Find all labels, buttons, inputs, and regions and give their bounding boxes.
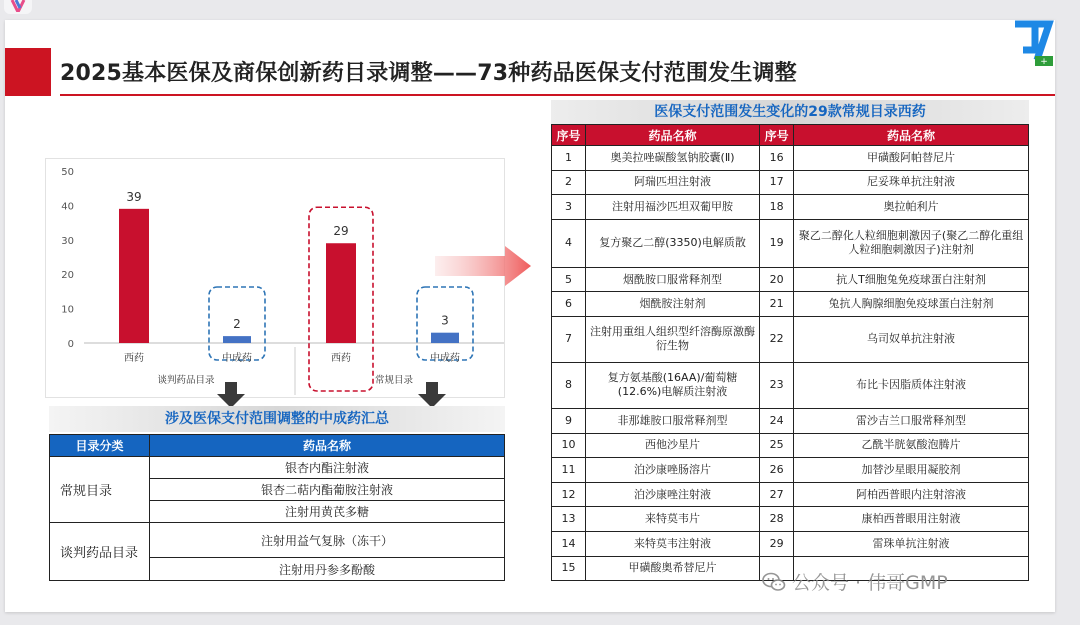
row-number-cell: 9 bbox=[552, 408, 586, 433]
y-tick-label: 10 bbox=[61, 304, 74, 316]
table-row bbox=[552, 267, 1029, 292]
table-row bbox=[552, 170, 1029, 195]
y-tick-label: 50 bbox=[61, 167, 74, 178]
table-row bbox=[552, 316, 1029, 362]
header-drug: 药品名称 bbox=[586, 125, 760, 146]
group-label: 常规目录 bbox=[374, 375, 414, 386]
table-row bbox=[552, 482, 1029, 507]
svg-text:+: + bbox=[1040, 57, 1048, 67]
table-row bbox=[552, 219, 1029, 267]
drug-name-cell: 兔抗人胸腺细胞免疫球蛋白注射剂 bbox=[794, 292, 1029, 317]
y-tick-label: 20 bbox=[61, 270, 74, 282]
row-number-cell: 18 bbox=[760, 195, 794, 220]
down-arrow-icon bbox=[418, 382, 446, 408]
table-row bbox=[552, 362, 1029, 408]
row-number-cell: 11 bbox=[552, 458, 586, 483]
table-row bbox=[552, 433, 1029, 458]
bar-value-label: 3 bbox=[441, 313, 449, 328]
drug-name-cell: 甲磺酸阿帕替尼片 bbox=[794, 146, 1029, 171]
row-number-cell: 5 bbox=[552, 267, 586, 292]
row-number-cell: 8 bbox=[552, 362, 586, 408]
row-number-cell: 21 bbox=[760, 292, 794, 317]
row-number-cell: 13 bbox=[552, 507, 586, 532]
tcm-summary-table bbox=[49, 434, 505, 581]
drug-name-cell: 泊沙康唑注射液 bbox=[586, 482, 760, 507]
table-row bbox=[552, 292, 1029, 317]
header-no: 序号 bbox=[552, 125, 586, 146]
table-row bbox=[552, 507, 1029, 532]
row-number-cell: 27 bbox=[760, 482, 794, 507]
row-number-cell: 14 bbox=[552, 531, 586, 556]
bar-value-label: 2 bbox=[233, 317, 241, 332]
tcm-drug-cell: 银杏内酯注射液 bbox=[150, 457, 505, 479]
row-number-cell: 1 bbox=[552, 146, 586, 171]
y-tick-label: 40 bbox=[61, 201, 74, 213]
bar-value-label: 29 bbox=[333, 224, 349, 239]
brand-logo bbox=[1005, 20, 1055, 68]
row-number-cell: 3 bbox=[552, 195, 586, 220]
table-row bbox=[552, 408, 1029, 433]
drug-name-cell: 乙酰半胱氨酸泡腾片 bbox=[794, 433, 1029, 458]
drug-name-cell: 加替沙星眼用凝胶剂 bbox=[794, 458, 1029, 483]
table-row bbox=[50, 523, 505, 558]
row-number-cell: 26 bbox=[760, 458, 794, 483]
row-number-cell: 25 bbox=[760, 433, 794, 458]
down-arrow-icon bbox=[217, 382, 245, 408]
drug-name-cell: 尼妥珠单抗注射液 bbox=[794, 170, 1029, 195]
drug-name-cell: 泊沙康唑肠溶片 bbox=[586, 458, 760, 483]
drug-name-cell: 聚乙二醇化人粒细胞刺激因子(聚乙二醇化重组人粒细胞刺激因子)注射剂 bbox=[794, 219, 1029, 267]
row-number-cell: 7 bbox=[552, 316, 586, 362]
right-arrow-icon bbox=[435, 246, 531, 286]
group-label: 谈判药品目录 bbox=[157, 375, 215, 386]
row-number-cell: 22 bbox=[760, 316, 794, 362]
row-number-cell: 28 bbox=[760, 507, 794, 532]
y-tick-label: 30 bbox=[61, 235, 74, 247]
app-icon[interactable] bbox=[4, 0, 32, 14]
row-number-cell: 10 bbox=[552, 433, 586, 458]
row-number-cell: 20 bbox=[760, 267, 794, 292]
row-number-cell: 16 bbox=[760, 146, 794, 171]
category-label: 中成药 bbox=[430, 353, 460, 364]
table-row bbox=[552, 195, 1029, 220]
y-tick-label: 0 bbox=[67, 339, 74, 350]
drug-name-cell: 复方氨基酸(16AA)/葡萄糖(12.6%)电解质注射液 bbox=[586, 362, 760, 408]
row-number-cell: 2 bbox=[552, 170, 586, 195]
slide bbox=[5, 20, 1055, 612]
category-label: 西药 bbox=[124, 353, 144, 364]
drug-name-cell: 奥拉帕利片 bbox=[794, 195, 1029, 220]
tcm-drug-cell: 银杏二萜内酯葡胺注射液 bbox=[150, 479, 505, 501]
drug-name-cell: 雷珠单抗注射液 bbox=[794, 531, 1029, 556]
bar bbox=[326, 243, 356, 343]
drug-name-cell: 来特莫韦片 bbox=[586, 507, 760, 532]
row-number-cell: 29 bbox=[760, 531, 794, 556]
table-row bbox=[552, 146, 1029, 171]
tcm-header-drug: 药品名称 bbox=[150, 435, 505, 457]
tcm-summary-title: 涉及医保支付范围调整的中成药汇总 bbox=[49, 406, 505, 432]
page-title: 2025基本医保及商保创新药目录调整——73种药品医保支付范围发生调整 bbox=[60, 61, 797, 86]
title-accent-block bbox=[5, 48, 51, 96]
drug-name-cell: 抗人T细胞兔免疫球蛋白注射剂 bbox=[794, 267, 1029, 292]
row-number-cell: 6 bbox=[552, 292, 586, 317]
drug-name-cell: 烟酰胺注射剂 bbox=[586, 292, 760, 317]
drug-name-cell: 阿柏西普眼内注射溶液 bbox=[794, 482, 1029, 507]
tcm-drug-cell: 注射用黄芪多糖 bbox=[150, 501, 505, 523]
drug-name-cell: 注射用福沙匹坦双葡甲胺 bbox=[586, 195, 760, 220]
tcm-drug-cell: 注射用益气复脉（冻干） bbox=[150, 523, 505, 558]
bar bbox=[223, 336, 251, 343]
row-number-cell: 12 bbox=[552, 482, 586, 507]
title-underline bbox=[60, 94, 1055, 96]
drug-name-cell: 阿瑞匹坦注射液 bbox=[586, 170, 760, 195]
table-row bbox=[552, 458, 1029, 483]
drug-name-cell: 乌司奴单抗注射液 bbox=[794, 316, 1029, 362]
row-number-cell: 19 bbox=[760, 219, 794, 267]
bar-value-label: 39 bbox=[126, 189, 142, 204]
drug-name-cell: 西他沙星片 bbox=[586, 433, 760, 458]
category-label: 中成药 bbox=[222, 353, 252, 364]
drug-name-cell: 注射用重组人组织型纤溶酶原激酶衍生物 bbox=[586, 316, 760, 362]
tcm-category-cell: 常规目录 bbox=[50, 457, 150, 523]
wechat-watermark bbox=[762, 568, 948, 595]
drug-name-cell: 复方聚乙二醇(3350)电解质散 bbox=[586, 219, 760, 267]
wechat-icon bbox=[762, 570, 786, 594]
drug-name-cell: 非那雄胺口服常释剂型 bbox=[586, 408, 760, 433]
row-number-cell: 23 bbox=[760, 362, 794, 408]
row-number-cell: 4 bbox=[552, 219, 586, 267]
watermark-text: 公众号 · 伟哥GMP bbox=[792, 572, 948, 594]
regular-western-table bbox=[551, 124, 1029, 581]
header-no: 序号 bbox=[760, 125, 794, 146]
category-label: 西药 bbox=[331, 353, 351, 364]
drug-name-cell: 来特莫韦注射液 bbox=[586, 531, 760, 556]
row-number-cell: 17 bbox=[760, 170, 794, 195]
drug-name-cell: 甲磺酸奥希替尼片 bbox=[586, 556, 760, 581]
drug-name-cell: 布比卡因脂质体注射液 bbox=[794, 362, 1029, 408]
tcm-drug-cell: 注射用丹参多酚酸 bbox=[150, 558, 505, 581]
row-number-cell: 24 bbox=[760, 408, 794, 433]
drug-name-cell: 康柏西普眼用注射液 bbox=[794, 507, 1029, 532]
bar bbox=[431, 333, 459, 343]
table-row bbox=[50, 457, 505, 479]
header-drug: 药品名称 bbox=[794, 125, 1029, 146]
tcm-category-cell: 谈判药品目录 bbox=[50, 523, 150, 581]
drug-name-cell: 奥美拉唑碳酸氢钠胶囊(Ⅱ) bbox=[586, 146, 760, 171]
drug-name-cell: 烟酰胺口服常释剂型 bbox=[586, 267, 760, 292]
tcm-header-category: 目录分类 bbox=[50, 435, 150, 457]
regular-western-title: 医保支付范围发生变化的29款常规目录西药 bbox=[551, 100, 1029, 124]
table-row bbox=[552, 531, 1029, 556]
bar bbox=[119, 209, 149, 343]
drug-name-cell: 雷沙吉兰口服常释剂型 bbox=[794, 408, 1029, 433]
row-number-cell: 15 bbox=[552, 556, 586, 581]
